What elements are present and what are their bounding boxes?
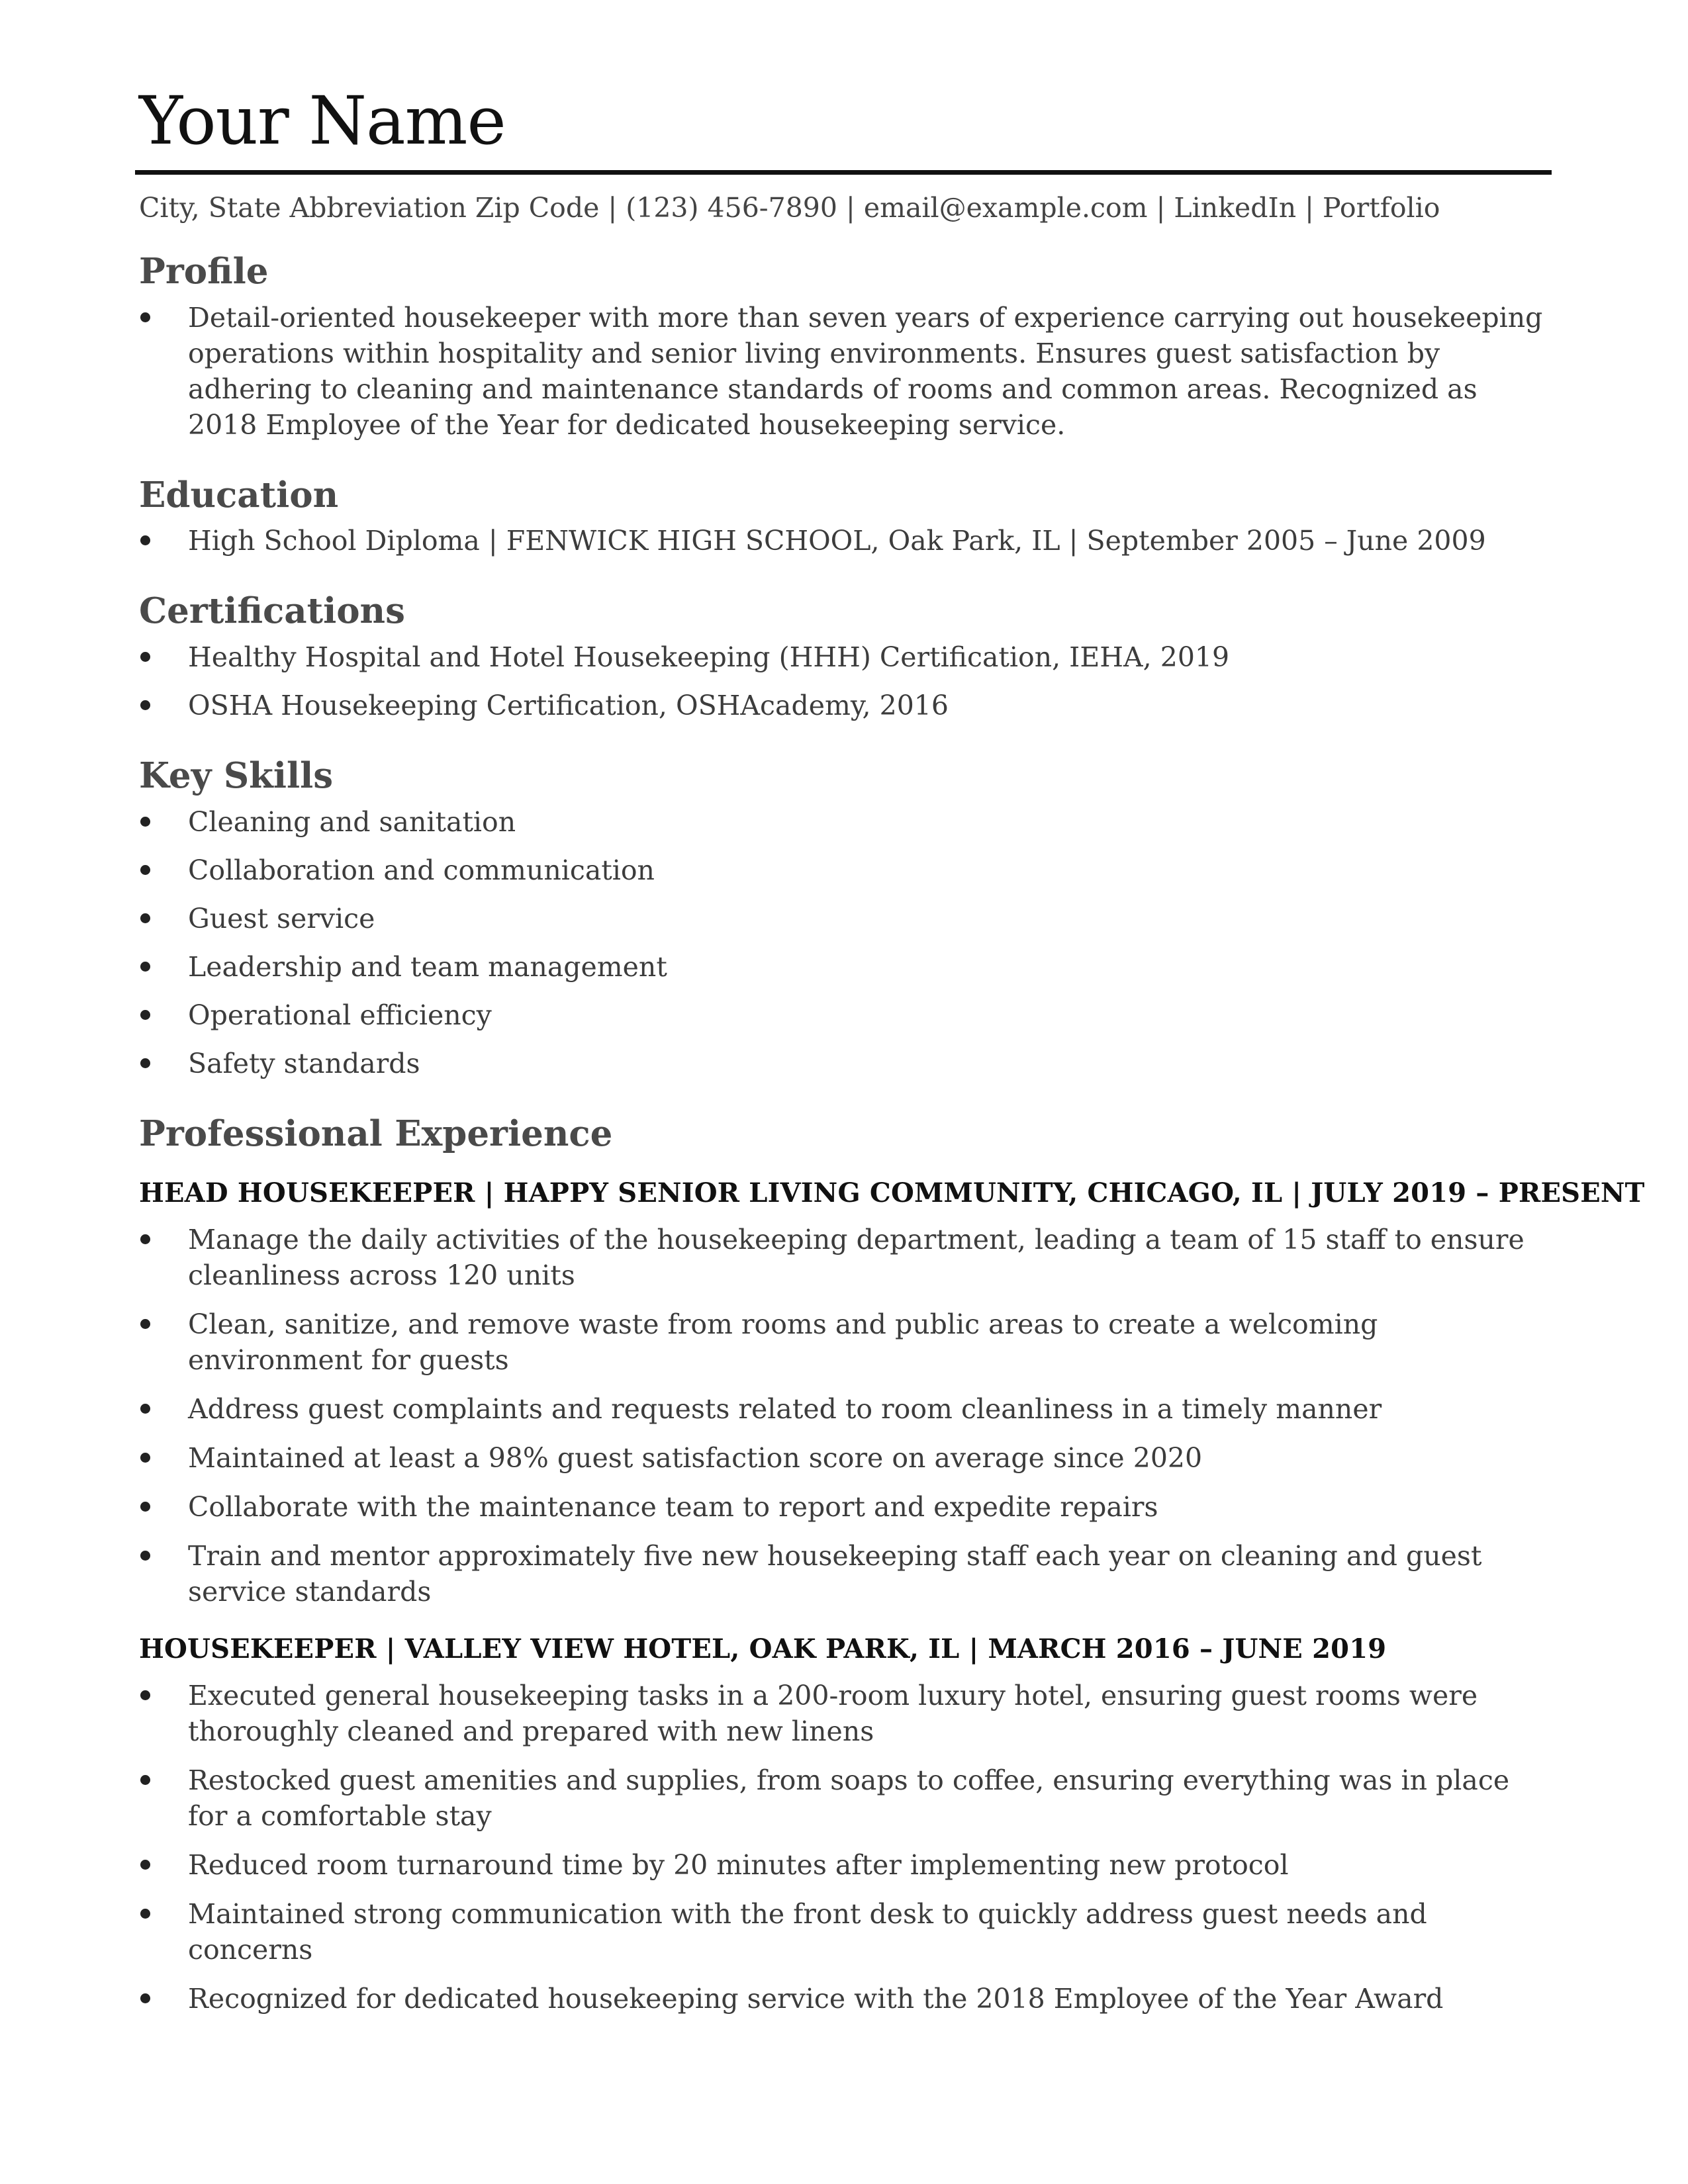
skill-entry: Guest service [188,902,375,934]
bullet-icon [140,1775,150,1785]
certifications-list [135,639,1552,723]
skill-entry: Leadership and team management [188,950,667,983]
header-divider [135,170,1552,175]
bullet-icon [140,1909,150,1919]
certification-entry: OSHA Housekeeping Certification, OSHAcademy, 2016 [188,689,949,721]
list-item [135,639,1552,675]
skill-entry: Safety standards [188,1047,420,1079]
job-duties-list [135,1222,1552,1610]
list-item [135,1222,1552,1293]
bullet-icon [140,1058,150,1068]
job-duty: Restocked guest amenities and supplies, from soaps to coffee, ensuring everything was in place for a comfortable stay [188,1764,1510,1833]
section-title-certifications: Certifications [139,590,405,632]
job-duty: Train and mentor approximately five new housekeeping staff each year on cleaning and guest service standards [188,1540,1482,1608]
list-item [135,1046,1552,1081]
section-title-key-skills: Key Skills [139,754,334,796]
resume-page [135,82,1645,2030]
job-duty: Collaborate with the maintenance team to report and expedite repairs [188,1491,1158,1524]
list-item [135,1762,1552,1834]
education-entry: High School Diploma | FENWICK HIGH SCHOOL, Oak Park, IL | September 2005 – June 2009 [188,525,1486,557]
section-title-profile: Profile [139,251,269,293]
profile-list [135,300,1552,443]
bullet-icon [140,1319,150,1329]
bullet-icon [140,962,150,972]
skill-entry: Collaboration and communication [188,854,655,886]
list-item [135,1896,1552,1968]
section-title-education: Education [139,474,339,516]
list-item [135,804,1552,840]
list-item [135,1981,1552,2017]
profile-summary: Detail-oriented housekeeper with more than seven years of experience carrying out housekeeping operations within hospitality and senior living environments. Ensures guest satisfaction by adhering to cleaning and maintenance standards of rooms and common areas. Recognized as 2018 Employee of the Year for dedicated housekeeping service. [188,301,1543,441]
job-duty: Maintained at least a 98% guest satisfaction score on average since 2020 [188,1442,1203,1475]
job-heading: HOUSEKEEPER | VALLEY VIEW HOTEL, OAK PARK, IL | MARCH 2016 – JUNE 2019 [139,1633,1387,1665]
job-duty: Manage the daily activities of the housekeeping department, leading a team of 15 staff to ensure cleanliness across 120 units [188,1224,1524,1292]
bullet-icon [140,1860,150,1870]
list-item [135,1489,1552,1525]
list-item [135,901,1552,936]
section-title-experience: Professional Experience [139,1113,613,1154]
job-duty: Reduced room turnaround time by 20 minutes after implementing new protocol [188,1849,1289,1882]
skill-entry: Cleaning and sanitation [188,805,516,838]
list-item [135,1440,1552,1476]
bullet-icon [140,865,150,875]
bullet-icon [140,1993,150,2003]
education-list [135,523,1552,559]
job-duty: Executed general housekeeping tasks in a 200-room luxury hotel, ensuring guest rooms were thoroughly cleaned and prepared with new linens [188,1680,1478,1748]
job-duty: Recognized for dedicated housekeeping service with the 2018 Employee of the Year Award [188,1983,1444,2015]
list-item [135,1306,1552,1378]
bullet-icon [140,700,150,710]
skill-entry: Operational efficiency [188,999,492,1031]
bullet-icon [140,1234,150,1244]
list-item [135,688,1552,723]
bullet-icon [140,535,150,545]
bullet-icon [140,312,150,322]
job-duty: Address guest complaints and requests related to room cleanliness in a timely manner [188,1393,1382,1426]
bullet-icon [140,1453,150,1463]
list-item [135,1538,1552,1610]
list-item [135,852,1552,888]
skills-list [135,804,1552,1081]
list-item [135,300,1545,443]
bullet-icon [140,1551,150,1561]
job-duty: Clean, sanitize, and remove waste from rooms and public areas to create a welcoming environment for guests [188,1308,1378,1377]
list-item [135,949,1552,985]
bullet-icon [140,1690,150,1700]
bullet-icon [140,913,150,923]
candidate-name: Your Name [139,82,506,159]
bullet-icon [140,1404,150,1414]
bullet-icon [140,652,150,662]
bullet-icon [140,1010,150,1020]
list-item [135,1391,1552,1427]
bullet-icon [140,817,150,827]
list-item [135,1678,1552,1749]
job-heading: HEAD HOUSEKEEPER | HAPPY SENIOR LIVING COMMUNITY, CHICAGO, IL | JULY 2019 – PRESENT [139,1177,1645,1209]
list-item [135,523,1552,559]
certification-entry: Healthy Hospital and Hotel Housekeeping (HHH) Certification, IEHA, 2019 [188,641,1230,673]
bullet-icon [140,1502,150,1512]
list-item [135,997,1552,1033]
job-duty: Maintained strong communication with the front desk to quickly address guest needs and concerns [188,1898,1427,1966]
list-item [135,1847,1552,1883]
job-duties-list [135,1678,1552,2017]
contact-line: City, State Abbreviation Zip Code | (123) 456-7890 | email@example.com | LinkedIn | Portfolio [139,192,1440,224]
